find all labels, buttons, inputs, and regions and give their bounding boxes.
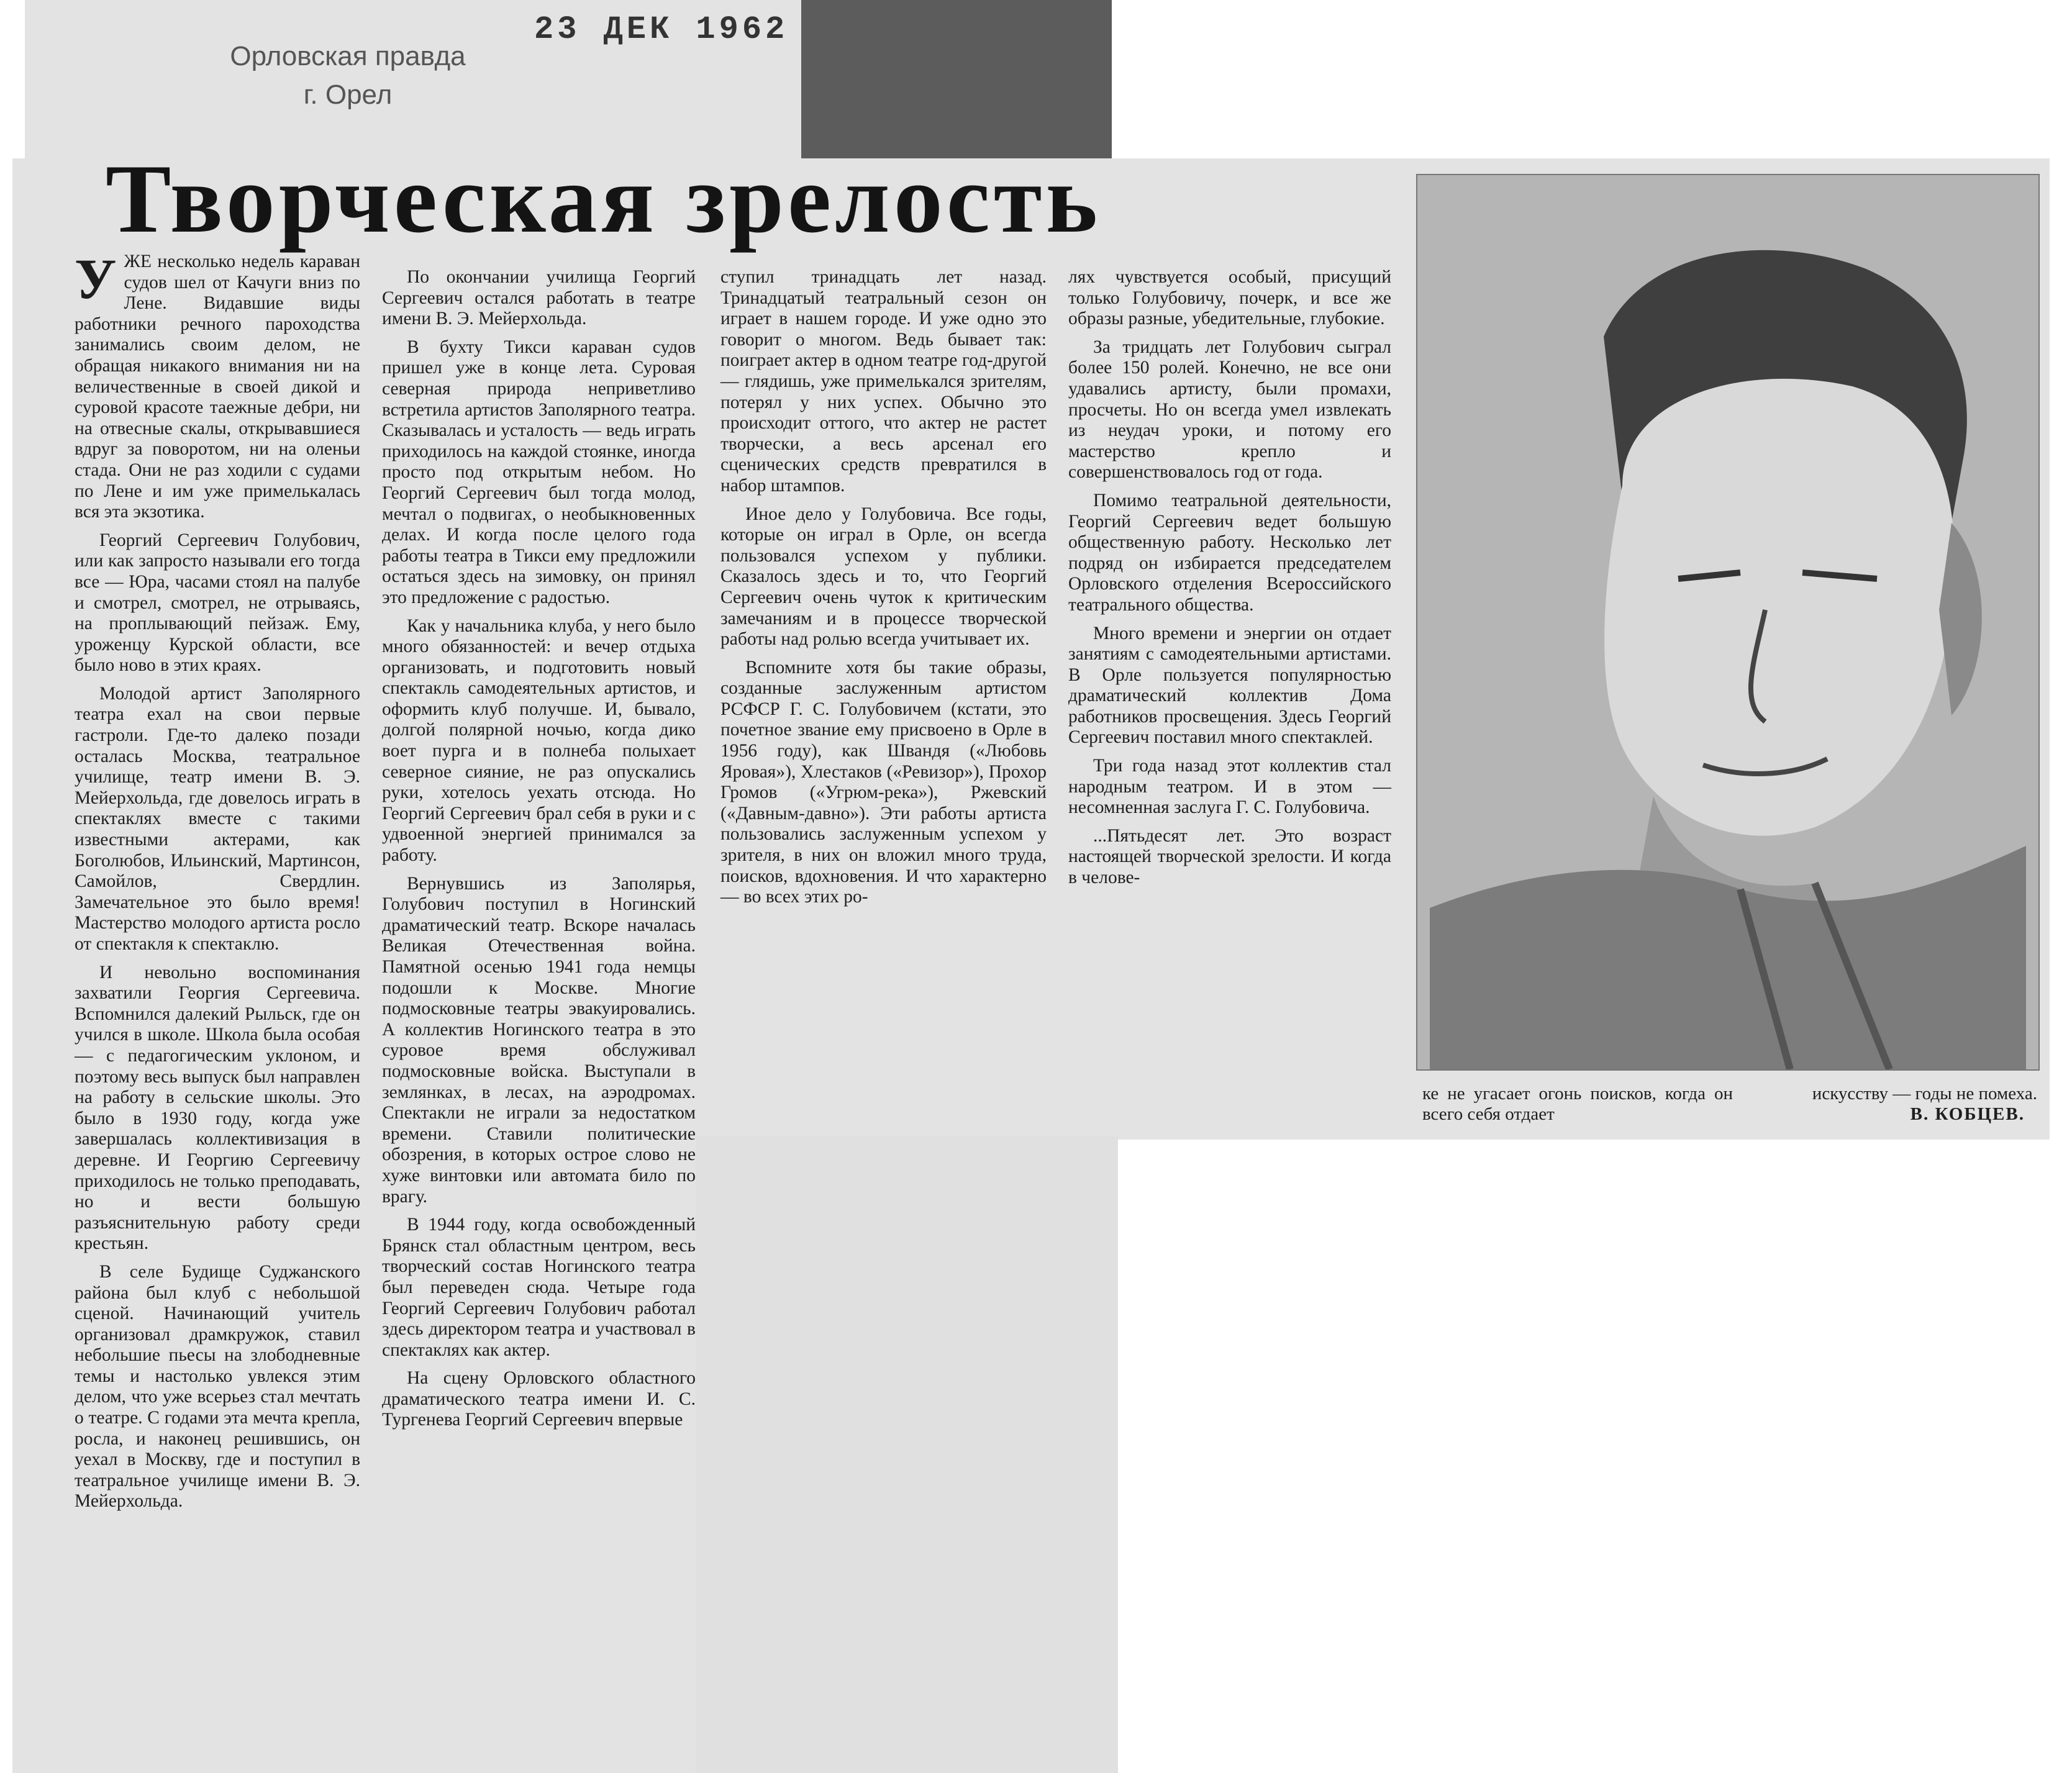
paragraph: В бухту Тикси караван судов пришел уже в конце лета. Суровая северная природа неприветливо встретила артистов Заполярного театра. Сказывалась и усталость — ведь играть приходилось на каждой стоянке, иногда просто под открытым небом. Но Георгий Сергеевич был тогда молод, мечтал о подвигах, о необыкновенных делах. И когда после целого года работы театра в Тикси ему предложили остаться здесь на зимовку, он принял это предложение с радостью. (382, 337, 696, 607)
paragraph: ...Пятьдесят лет. Это возраст настоящей творческой зрелости. И когда в челове- (1068, 825, 1391, 888)
paragraph: Иное дело у Голубовича. Все годы, которые он играл в Орле, он всегда пользовался успехом у публики. Сказалось здесь и то, что Георгий Сергеевич очень чуток к критическим замечаниям и в процессе творческой работы над ролью всегда учитывает их. (720, 504, 1047, 650)
paragraph: На сцену Орловского областного драматического театра имени И. С. Тургенева Георгий Сергеевич впервые (382, 1368, 696, 1430)
author-signature: В. КОБЦЕВ. (1910, 1104, 2025, 1124)
portrait-sketch (1417, 175, 2038, 1069)
article-column-2 (382, 267, 696, 1438)
date-stamp: 23 ДЕК 1962 (534, 11, 789, 48)
paragraph: В 1944 году, когда освобожденный Брянск стал областным центром, весь творческий состав Ногинского театра был переведен сюда. Четыре года Георгий Сергеевич Голубович работал здесь директором театра и участвовал в спектаклях как актер. (382, 1215, 696, 1360)
paragraph: Вспомните хотя бы такие образы, созданные заслуженным артистом РСФСР Г. С. Голубовичем (кстати, это почетное звание ему присвоено в Орле в 1956 году), как Швандя («Любовь Яровая»), Хлестаков («Ревизор»), Прохор Громов («Угрюм-река»), Ржевский («Давным-давно»). Эти работы артиста пользовались заслуженным успехом у зрителя, в них он вложил много труда, поисков, вдохновения. И что характерно — во всех этих ро- (720, 657, 1047, 907)
drop-cap: У (75, 247, 117, 311)
newspaper-city: г. Орел (303, 79, 393, 110)
newspaper-masthead (174, 37, 522, 114)
paragraph: Как у начальника клуба, у него было много обязанностей: и вечер отдыха организовать, и подготовить новый спектакль самодеятельных артистов, и оформить клуб получше. И, бывало, долгой полярной ночью, когда дико воет пурга и в полнеба полыхает северное сияние, не раз опускались руки, хотелось уехать отсюда. Но Георгий Сергеевич брал себя в руки и с удвоенной энергией принимался за работу. (382, 615, 696, 866)
paragraph: Много времени и энергии он отдает занятиям с самодеятельными артистами. В Орле пользуется популярностью драматический коллектив Дома работников просвещения. Здесь Георгий Сергеевич поставил много спектаклей. (1068, 623, 1391, 748)
paragraph: В селе Будище Суджанского района был клуб с небольшой сценой. Начинающий учитель организовал драмкружок, ставил небольшие пьесы на злободневные темы и настолько увлекся этим делом, что уже всерьез стал мечтать о театре. С годами эта мечта крепла, росла, и наконец решившись, он уехал в Москву, где и поступил в театральное училище имени В. Э. Мейерхольда. (75, 1261, 360, 1512)
paragraph: УЖЕ несколько недель караван судов шел от Качуги вниз по Лене. Видавшие виды работники речного пароходства занимались своим делом, не обращая никакого внимания ни на величественные в своей дикой и суровой красоте таежные дебри, ни на отвесные скалы, открывавшиеся вдруг за поворотом, ни на оленьи стада. Они не раз ходили с судами по Лене и им уже примелькалась вся эта экзотика. (75, 247, 360, 522)
paragraph: И невольно воспоминания захватили Георгия Сергеевича. Вспомнился далекий Рыльск, где он учился в школе. Школа была особая — с педагогическим уклоном, и поэтому весь выпуск был направлен на работу в сельские школы. Это было в 1930 году, когда уже завершалась коллективизация в деревне. И Георгию Сергеевичу приходилось не только преподавать, но и вести большую разъяснительную работу среди крестьян. (75, 962, 360, 1254)
article-headline: Творческая зрелость (106, 145, 1102, 253)
paragraph: Вернувшись из Заполярья, Голубович поступил в Ногинский драматический театр. Вскоре началась Великая Отечественная война. Памятной осенью 1941 года немцы подошли к Москве. Многие подмосковные театры эвакуировались. А коллектив Ногинского театра в это суровое время обслуживал подмосковные войска. Выступали в землянках, в лесах, на аэродромах. Спектакли не играли за недостатком времени. Ставили политические обозрения, в которых острое слово не хуже винтовки или автомата било по врагу. (382, 873, 696, 1207)
article-tail-right (1752, 1084, 2037, 1125)
paragraph: Молодой артист Заполярного театра ехал на свои первые гастроли. Где-то далеко позади осталась Москва, театральное училище, театр имени В. Э. Мейерхольда, где довелось играть в спектаклях вместе с такими известными актерами, как Боголюбов, Ильинский, Мартинсон, Самойлов, Свердлин. Замечательное это было время! Мастерство молодого артиста росло от спектакля к спектаклю. (75, 683, 360, 954)
portrait-drawing (1416, 174, 2040, 1071)
paragraph: За тридцать лет Голубович сыграл более 150 ролей. Конечно, не все они удавались артисту, были промахи, просчеты. Но он всегда умел извлекать из неудач уроки, и потому его мастерство крепло и совершенствовалось год от года. (1068, 337, 1391, 483)
newspaper-name: Орловская правда (230, 41, 466, 71)
article-tail-left: ке не угасает огонь поисков, когда он всего себя отдает (1422, 1084, 1733, 1124)
paragraph: Три года назад этот коллектив стал народным театром. И в этом — несомненная заслуга Г. С. Голубовича. (1068, 756, 1391, 818)
paragraph: По окончании училища Георгий Сергеевич остался работать в театре имени В. Э. Мейерхольда. (382, 267, 696, 329)
article-column-1 (75, 247, 360, 1520)
paragraph: Помимо театральной деятельности, Георгий Сергеевич ведет большую общественную работу. Несколько лет подряд он избирается председателем Орловского отделения Всероссийского театрального общества. (1068, 490, 1391, 615)
closing-line: искусству — годы не помеха. (1812, 1084, 2037, 1104)
article-column-4 (1068, 267, 1391, 896)
paragraph: Георгий Сергеевич Голубович, или как запросто называли его тогда все — Юра, часами стоял на палубе и смотрел, смотрел, не отрываясь, на проплывающий пейзаж. Ему, уроженцу Курской области, все было ново в этих краях. (75, 530, 360, 676)
article-column-3 (720, 267, 1047, 915)
paragraph: ступил тринадцать лет назад. Тринадцатый театральный сезон он играет в нашем городе. И уже одно это говорит о многом. Ведь бывает так: поиграет актер в одном театре год-другой — глядишь, уже примелькался зрителям, потерял у них успех. Обычно это происходит оттого, что актер не растет творчески, а весь арсенал его сценических средств превратился в набор штампов. (720, 267, 1047, 496)
clipping-column-two-piece (696, 1136, 1118, 1773)
paragraph: лях чувствуется особый, присущий только Голубовичу, почерк, и все же образы разные, убедительные, глубокие. (1068, 267, 1391, 329)
